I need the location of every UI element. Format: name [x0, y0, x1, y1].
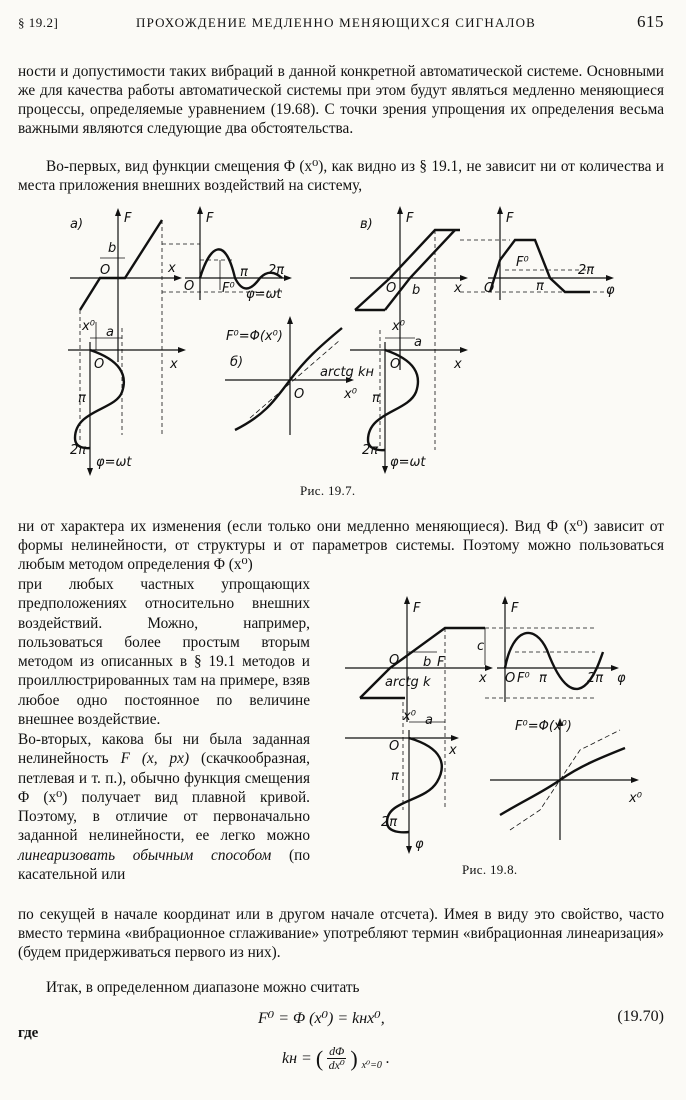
fig8-label-F0-eq: F⁰=Φ(x⁰): [515, 719, 572, 734]
caption-fig-19-7: Рис. 19.7.: [300, 483, 356, 498]
eq2-period: .: [385, 1049, 390, 1067]
fig8-label-F-small: F: [437, 655, 445, 670]
label-v: в): [360, 217, 373, 232]
page-number: 615: [637, 12, 664, 31]
fig8-label-phi: φ: [415, 837, 424, 852]
label-x-v: x: [454, 281, 462, 296]
figure-19-7-labels: [70, 211, 615, 470]
paragraph-4: при любых частных упрощающих предположениях относительно внешних воздействий. Можно, например, пользоваться более простым вторым методом из описанных в § 19.1 методов и проиллюстрированных там на примере, взяв любое одно постоянное по величине внешнее воздействие.: [18, 576, 310, 729]
label-O-lower: O: [94, 357, 105, 372]
panel-v: [350, 206, 614, 474]
label-x0: x⁰: [82, 319, 95, 334]
eq2-numerator: dΦ: [329, 1044, 345, 1058]
fig8-label-b: b: [423, 655, 432, 670]
fig8-label-pi: π: [391, 769, 399, 784]
label-pi-v: π: [372, 391, 380, 406]
label-x-lower: x: [170, 357, 178, 372]
label-2pi-v: 2π: [362, 443, 379, 458]
p5-part-c: (скачкообразная, петлевая и т. п.), обычно функция смещения Φ (x⁰) получает вид плавной кривой. Поэтому, в отличие от первоначально заданной нелинейности, ее легко можно: [18, 750, 310, 845]
figure-19-8-labels: [381, 601, 643, 852]
label-b: b: [108, 241, 117, 256]
equation-number: (19.70): [617, 1008, 664, 1025]
fig8-label-O: O: [389, 653, 400, 668]
fig8-label-x0-phi: x⁰: [629, 791, 642, 806]
label-a-v: a: [414, 335, 422, 350]
label-arctg: arctg kн: [320, 365, 374, 380]
label-phi-wt-v: φ=ωt: [390, 455, 426, 470]
eq2-open-paren: (: [315, 1045, 324, 1071]
header-title: ПРОХОЖДЕНИЕ МЕДЛЕННО МЕНЯЮЩИХСЯ СИГНАЛОВ: [136, 15, 537, 30]
label-a-len: a: [106, 325, 114, 340]
section-ref: § 19.2]: [18, 15, 59, 30]
label-phi-v: φ: [606, 283, 615, 298]
label-F-v-right: F: [506, 211, 514, 226]
label-F: F: [124, 211, 132, 226]
p5-formula: F (x, px): [120, 750, 190, 768]
label-O-v-right: O: [484, 281, 495, 296]
paragraph-1: ности и допустимости таких вибраций в данной конкретной автоматической системе. Основными же для качества работы автоматической системы при этом будут являться медленно меняющиеся процессы, определяемые уравнением (19.68). С точки зрения упрощения их определения весьма важными являются следующие два обстоятельства.: [18, 63, 664, 137]
p5-part-a: Во-вторых, какова бы ни была заданная нелинейность: [18, 731, 310, 768]
label-F-right: F: [206, 211, 214, 226]
label-F0-eq: F⁰=Φ(x⁰): [226, 329, 283, 344]
eq2-lhs: kн =: [282, 1049, 312, 1067]
label-2pi-v-right: 2π: [578, 263, 595, 278]
label-x-v-lower: x: [454, 357, 462, 372]
equation-kn: [282, 1045, 390, 1072]
paragraph-5-start: [18, 730, 310, 884]
label-2pi-right: 2π: [268, 263, 285, 278]
fig8-label-phi-right: φ: [617, 671, 626, 686]
fig8-label-x0: x⁰: [403, 709, 416, 724]
label-F0: F⁰: [222, 281, 235, 296]
fig8-label-arctg: arctg k: [385, 675, 431, 690]
label-O-b: O: [294, 387, 305, 402]
fig8-label-a: a: [425, 713, 433, 728]
label-F0-v: F⁰: [516, 255, 529, 270]
fig8-label-O-lower: O: [389, 739, 400, 754]
eq2-subscript: x⁰=0: [361, 1060, 382, 1071]
fig8-label-c: c: [477, 639, 485, 654]
eq2-close-paren: ): [350, 1045, 358, 1071]
fig8-label-F0: F⁰: [517, 671, 530, 686]
equation-19-70: F⁰ = Φ (x⁰) = kнx⁰,: [258, 1010, 385, 1027]
label-O-right: O: [184, 279, 195, 294]
label-phi-wt-right: φ=ωt: [246, 287, 282, 302]
paragraph-7: Итак, в определенном диапазоне можно считать: [46, 979, 360, 996]
label-x0-b: x⁰: [344, 387, 357, 402]
eq2-denominator: dx⁰: [328, 1058, 345, 1072]
p5-emphasis: линеаризовать обычным способом: [18, 846, 272, 864]
label-F-v: F: [406, 211, 414, 226]
fig8-label-2pi-right: 2π: [587, 671, 604, 686]
word-gde: где: [18, 1025, 39, 1041]
label-phi-wt: φ=ωt: [96, 455, 132, 470]
label-pi-right: π: [240, 265, 248, 280]
label-b-panel: б): [230, 355, 244, 370]
caption-fig-19-8: Рис. 19.8.: [462, 862, 518, 877]
figure-19-8: [325, 590, 665, 858]
fig8-label-F-right: F: [511, 601, 519, 616]
figure-19-7: [50, 200, 670, 480]
label-a: a): [70, 217, 84, 232]
paragraph-2: Во-первых, вид функции смещения Φ (x⁰), как видно из § 19.1, не зависит ни от количества и места приложения внешних воздействий на систему,: [18, 158, 664, 194]
label-O: O: [100, 263, 111, 278]
fig8-label-pi-right: π: [539, 671, 547, 686]
label-2pi: 2π: [70, 443, 87, 458]
paragraph-3: ни от характера их изменения (если только они медленно меняющиеся). Вид Φ (x⁰) зависит от формы нелинейности, от структуры и от параметров системы. Поэтому можно пользоваться любым методом определения Φ (x⁰): [18, 518, 664, 573]
fig8-label-F: F: [413, 601, 421, 616]
fig8-label-x-lower: x: [449, 743, 457, 758]
fig8-phi: [490, 718, 639, 840]
label-O-v: O: [386, 281, 397, 296]
fig8-label-2pi: 2π: [381, 815, 398, 830]
label-x: x: [168, 261, 176, 276]
fig8-label-O-right: O: [505, 671, 516, 686]
label-x0-v: x⁰: [392, 319, 405, 334]
fig8-label-x: x: [479, 671, 487, 686]
label-O-v-lower: O: [390, 357, 401, 372]
label-pi-v-right: π: [536, 279, 544, 294]
label-b-v: b: [412, 283, 421, 298]
p5-part-e: (по касательной или: [18, 846, 310, 884]
running-header: [18, 12, 664, 34]
paragraph-6: по секущей в начале координат или в другом начале отсчета). Имея в виду это свойство, часто вместо термина «вибрационное сглаживание» употребляют термин «вибрационная линеаризация» (будем придерживаться первого из них).: [18, 906, 664, 961]
eq2-fraction: [327, 1045, 346, 1072]
label-pi: π: [78, 391, 86, 406]
